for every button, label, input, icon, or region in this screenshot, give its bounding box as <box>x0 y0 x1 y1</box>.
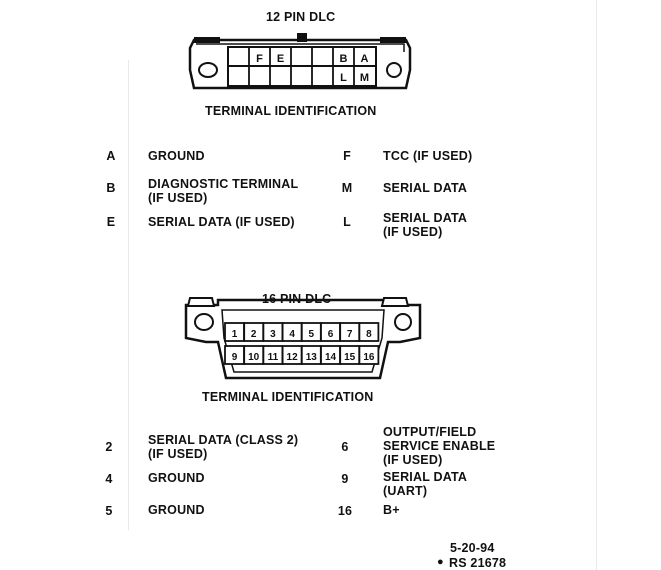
dlc12-pin-L: L <box>340 72 347 84</box>
dlc16-code-9: 9 <box>341 472 349 486</box>
dlc16-title: 16 PIN DLC <box>262 292 332 306</box>
dlc16-code-4: 4 <box>105 472 113 486</box>
dlc16-pin-1: 1 <box>231 329 238 340</box>
dlc16-desc-5: GROUND <box>148 503 205 517</box>
dlc12-code-m: M <box>341 181 353 195</box>
dlc16-code-5: 5 <box>105 504 113 518</box>
footer-ref: RS 21678 <box>449 556 507 570</box>
dlc12-code-e: E <box>106 215 116 229</box>
dlc16-desc-9: SERIAL DATA (UART) <box>383 470 468 498</box>
dlc16-caption: TERMINAL IDENTIFICATION <box>202 390 374 404</box>
dlc12-pin-E: E <box>276 53 285 65</box>
dlc16-desc-16: B+ <box>383 503 400 517</box>
dlc12-desc-b: DIAGNOSTIC TERMINAL (IF USED) <box>148 177 299 205</box>
dlc16-desc-6: OUTPUT/FIELD SERVICE ENABLE (IF USED) <box>383 425 496 467</box>
dlc12-caption: TERMINAL IDENTIFICATION <box>205 104 377 118</box>
dlc12-pin-M: M <box>359 72 370 84</box>
dlc16-pin-2: 2 <box>250 329 257 340</box>
footer-ref-bullet: ● <box>437 556 444 568</box>
dlc16-pin-9: 9 <box>231 352 238 363</box>
dlc16-pin-15: 15 <box>344 352 356 363</box>
dlc12-desc-f: TCC (IF USED) <box>383 149 473 163</box>
dlc12-title: 12 PIN DLC <box>266 10 336 24</box>
dlc16-pin-4: 4 <box>289 329 295 340</box>
dlc12-code-l: L <box>343 215 351 229</box>
dlc16-code-16: 16 <box>337 504 353 518</box>
footer-date: 5-20-94 <box>450 541 495 555</box>
dlc16-pin-11: 11 <box>267 352 279 363</box>
dlc16-desc-2: SERIAL DATA (CLASS 2) (IF USED) <box>148 433 299 461</box>
dlc12-code-a: A <box>106 149 116 163</box>
dlc16-pin-14: 14 <box>324 352 337 363</box>
dlc12-desc-e: SERIAL DATA (IF USED) <box>148 215 295 229</box>
dlc16-code-2: 2 <box>105 440 113 454</box>
dlc12-code-f: F <box>343 149 351 163</box>
dlc12-desc-a: GROUND <box>148 149 205 163</box>
dlc12-pin-F: F <box>256 53 263 65</box>
dlc16-pin-16: 16 <box>363 352 375 363</box>
dlc12-desc-m: SERIAL DATA <box>383 181 468 195</box>
dlc16-pin-12: 12 <box>286 352 298 363</box>
dlc16-pin-13: 13 <box>305 352 317 363</box>
dlc12-code-b: B <box>106 181 116 195</box>
dlc16-pin-10: 10 <box>248 352 260 363</box>
dlc12-pin-A: A <box>360 53 369 65</box>
dlc16-pin-5: 5 <box>308 329 315 340</box>
dlc16-pin-6: 6 <box>327 329 334 340</box>
dlc16-pin-7: 7 <box>346 329 353 340</box>
dlc12-desc-l: SERIAL DATA (IF USED) <box>383 211 468 239</box>
dlc16-desc-4: GROUND <box>148 471 205 485</box>
dlc16-pin-8: 8 <box>366 329 372 340</box>
dlc12-pin-B: B <box>339 53 348 65</box>
dlc16-code-6: 6 <box>341 440 349 454</box>
dlc16-pin-3: 3 <box>270 329 276 340</box>
